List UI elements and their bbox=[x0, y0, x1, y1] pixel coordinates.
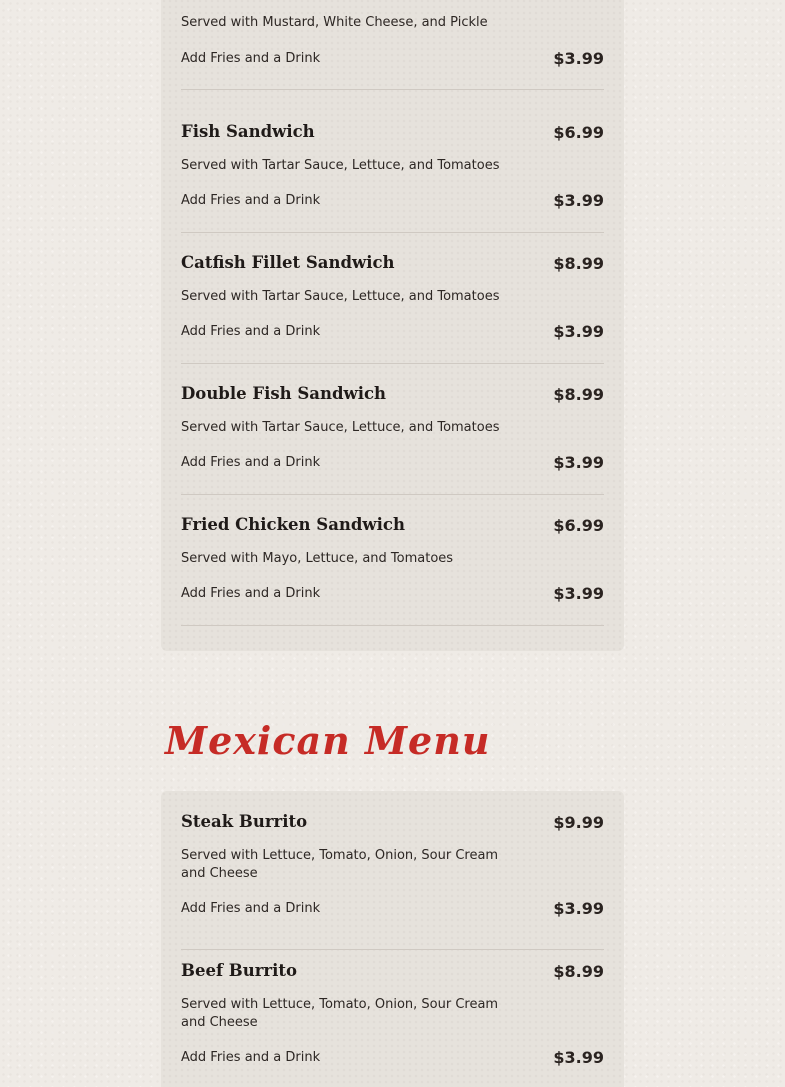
menu-item-corn-beef-sandwich bbox=[181, 0, 604, 110]
item-price: $6.99 bbox=[553, 123, 604, 142]
menu-item-steak-burrito bbox=[181, 812, 604, 943]
addon-price: $3.99 bbox=[553, 49, 604, 68]
item-divider bbox=[181, 232, 604, 233]
mexican-menu-card bbox=[161, 791, 624, 1087]
item-name: Fish Sandwich bbox=[181, 122, 315, 141]
item-description: Served with Mustard, White Cheese, and Pickle bbox=[181, 15, 488, 30]
item-description: Served with Lettuce, Tomato, Onion, Sour Cream and Cheese bbox=[181, 997, 499, 1030]
menu-item-catfish-fillet-sandwich bbox=[181, 253, 604, 384]
item-divider bbox=[181, 494, 604, 495]
addon-label: Add Fries and a Drink bbox=[181, 1050, 321, 1065]
item-name: Fried Chicken Sandwich bbox=[181, 515, 405, 534]
item-divider bbox=[181, 949, 604, 950]
item-description: Served with Mayo, Lettuce, and Tomatoes bbox=[181, 551, 454, 566]
item-price: $6.99 bbox=[553, 516, 604, 535]
item-name: Double Fish Sandwich bbox=[181, 384, 387, 403]
addon-price: $3.99 bbox=[553, 584, 604, 603]
item-name: Beef Burrito bbox=[181, 961, 298, 980]
item-description: Served with Tartar Sauce, Lettuce, and Tomatoes bbox=[181, 289, 500, 304]
sandwich-menu-card bbox=[161, 0, 624, 651]
item-price: $9.99 bbox=[553, 813, 604, 832]
addon-label: Add Fries and a Drink bbox=[181, 586, 321, 601]
menu-item-beef-burrito bbox=[181, 961, 604, 1087]
menu-item-double-fish-sandwich bbox=[181, 384, 604, 515]
addon-price: $3.99 bbox=[553, 453, 604, 472]
addon-label: Add Fries and a Drink bbox=[181, 901, 321, 916]
addon-price: $3.99 bbox=[553, 899, 604, 918]
item-description: Served with Tartar Sauce, Lettuce, and Tomatoes bbox=[181, 158, 500, 173]
addon-label: Add Fries and a Drink bbox=[181, 51, 321, 66]
item-price: $8.99 bbox=[553, 962, 604, 981]
item-description: Served with Lettuce, Tomato, Onion, Sour Cream and Cheese bbox=[181, 848, 499, 881]
item-name: Catfish Fillet Sandwich bbox=[181, 253, 395, 272]
addon-label: Add Fries and a Drink bbox=[181, 193, 321, 208]
item-divider bbox=[181, 625, 604, 626]
addon-price: $3.99 bbox=[553, 322, 604, 341]
item-description: Served with Tartar Sauce, Lettuce, and Tomatoes bbox=[181, 420, 500, 435]
item-price: $8.99 bbox=[553, 254, 604, 273]
item-divider bbox=[181, 363, 604, 364]
menu-item-fried-chicken-sandwich bbox=[181, 515, 604, 646]
mexican-menu-heading: Mexican Menu bbox=[165, 718, 491, 763]
addon-price: $3.99 bbox=[553, 1048, 604, 1067]
item-divider bbox=[181, 89, 604, 90]
addon-label: Add Fries and a Drink bbox=[181, 455, 321, 470]
addon-label: Add Fries and a Drink bbox=[181, 324, 321, 339]
item-price: $8.99 bbox=[553, 385, 604, 404]
menu-item-fish-sandwich bbox=[181, 122, 604, 253]
item-name: Steak Burrito bbox=[181, 812, 308, 831]
addon-price: $3.99 bbox=[553, 191, 604, 210]
